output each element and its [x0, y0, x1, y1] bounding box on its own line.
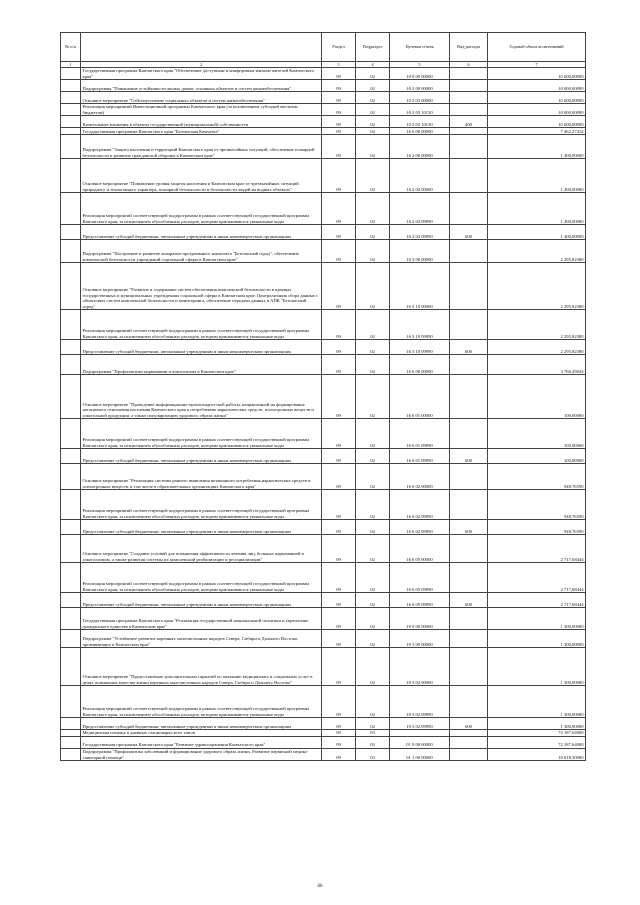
cell-num	[61, 464, 81, 490]
cell-vr	[450, 263, 488, 310]
header-razdel: Раздел	[322, 33, 356, 62]
cell-podrazdel: 02	[356, 375, 390, 419]
cell-name: Подпрограмма "Построение и развитие аппаратно-программного комплекса "Безопасный город", обеспечение комплексной безопасности учреждений социальной сферы в Камчатском крае"	[81, 240, 322, 263]
cell-podrazdel: 02	[356, 686, 390, 718]
cell-name: Подпрограмма "Устойчивое развитие коренных малочисленных народов Севера, Сибири и Дальнего Востока, проживающих в Камчатском крае"	[81, 630, 322, 648]
cell-podrazdel: 02	[356, 340, 390, 355]
cell-razdel: 09	[322, 310, 356, 340]
table-row	[61, 263, 586, 310]
cell-name: Основное мероприятие "Предоставление дополнительных гарантий по оказанию медицинских и социальных услуг в целях повышения качества жизни коренных малочисленных народов Севера, Сибири и Дальнего Востока"	[81, 648, 322, 686]
cell-num	[61, 80, 81, 92]
cell-razdel: 09	[322, 608, 356, 630]
cell-name: Подпрограмма "Защита населения и территорий Камчатского края от чрезвычайных ситуаций, обеспечение пожарной безопасности и развитие гражданской обороны в Камчатском крае"	[81, 135, 322, 159]
cell-amount: 10 000,00000	[488, 68, 586, 80]
cell-podrazdel: 02	[356, 520, 390, 535]
cell-amount: 10 000,00000	[488, 80, 586, 92]
cell-num	[61, 490, 81, 520]
cell-vr	[450, 193, 488, 225]
cell-name: Реализация мероприятий Инвестиционной программы Камчатского края (за исключением субсидий местным бюджетам)	[81, 104, 322, 116]
table-row	[61, 225, 586, 240]
cell-razdel: 09	[322, 748, 356, 760]
cell-name: Подпрограмма "Профилактика заболеваний и формирование здорового образа жизни. Развитие первичной медико-санитарной помощи"	[81, 748, 322, 760]
cell-csr: 19 0 00 00000	[390, 608, 450, 630]
cell-amount: 2 295,82380	[488, 310, 586, 340]
cell-podrazdel: 02	[356, 563, 390, 593]
cell-razdel: 09	[322, 225, 356, 240]
cell-csr: 10 2 03 10130	[390, 116, 450, 128]
cell-name: Основное мероприятие "Сейсмоусиление социальных объектов и систем жизнеобеспечения"	[81, 92, 322, 104]
cell-razdel: 09	[322, 563, 356, 593]
cell-podrazdel: 02	[356, 80, 390, 92]
cell-name: Предоставление субсидий бюджетным, автономным учреждениям и иным некоммерческим организациям	[81, 520, 322, 535]
cell-razdel: 09	[322, 449, 356, 464]
table-row	[61, 310, 586, 340]
cell-podrazdel: 02	[356, 159, 390, 193]
cell-podrazdel: 02	[356, 593, 390, 608]
cell-razdel: 09	[322, 736, 356, 748]
cell-amount: 1 300,00000	[488, 608, 586, 630]
cell-name: Реализация мероприятий соответствующей подпрограммы в рамках соответствующей государственной программы Камчатского края, за исключением обособленных расходов, которым присваиваются уникальные коды	[81, 310, 322, 340]
cell-razdel: 09	[322, 80, 356, 92]
cell-name: Реализация мероприятий соответствующей подпрограммы в рамках соответствующей государственной программы Камчатского края, за исключением обособленных расходов, которым присваиваются уникальные коды	[81, 193, 322, 225]
cell-podrazdel: 02	[356, 630, 390, 648]
cell-razdel: 09	[322, 104, 356, 116]
table-row	[61, 748, 586, 760]
cell-name: Предоставление субсидий бюджетным, автономным учреждениям и иным некоммерческим организациям	[81, 225, 322, 240]
cell-vr	[450, 748, 488, 760]
cell-amount: 2 295,82380	[488, 340, 586, 355]
cell-num	[61, 340, 81, 355]
cell-num	[61, 748, 81, 760]
cell-vr	[450, 608, 488, 630]
cell-csr: 16 3 10 09990	[390, 310, 450, 340]
cell-vr	[450, 464, 488, 490]
cell-name: Основное мероприятие "Проведение информационно-пропагандистской работы, направленной на формирование негативного отношения населения Камчатского края к потреблению наркотических средств, психотропных веществ и алкогольной продукции, а также популяризацию здорового образа жизни"	[81, 375, 322, 419]
cell-razdel: 09	[322, 730, 356, 737]
cell-num	[61, 375, 81, 419]
cell-csr: 16 6 01 09990	[390, 419, 450, 449]
cell-razdel: 09	[322, 490, 356, 520]
cell-vr: 600	[450, 593, 488, 608]
cell-csr: 19 3 02 00000	[390, 648, 450, 686]
table-row	[61, 648, 586, 686]
cell-num	[61, 520, 81, 535]
table-body	[61, 68, 586, 761]
cell-csr: 16 6 05 09990	[390, 593, 450, 608]
cell-name: Государственная программа Камчатского края "Обеспечение доступным и комфортным жильем жителей Камчатского края"	[81, 68, 322, 80]
cell-csr	[390, 730, 450, 737]
table-row	[61, 80, 586, 92]
cell-vr: 600	[450, 449, 488, 464]
cell-csr: 10 2 03 00000	[390, 92, 450, 104]
cell-csr: 16 2 00 00000	[390, 135, 450, 159]
cell-num	[61, 608, 81, 630]
table-row	[61, 490, 586, 520]
table-row	[61, 718, 586, 730]
cell-csr: 16 2 04 09990	[390, 193, 450, 225]
cell-razdel: 09	[322, 193, 356, 225]
cell-vr	[450, 730, 488, 737]
cell-podrazdel: 03	[356, 730, 390, 737]
cell-name: Капитальные вложения в объекты государственной (муниципальной) собственности	[81, 116, 322, 128]
cell-razdel: 09	[322, 686, 356, 718]
cell-csr: 16 6 05 00000	[390, 535, 450, 563]
cell-razdel: 09	[322, 593, 356, 608]
cell-amount: 2 717,68444	[488, 535, 586, 563]
cell-amount: 72 187,64000	[488, 736, 586, 748]
cell-vr	[450, 135, 488, 159]
cell-amount: 10 000,00000	[488, 104, 586, 116]
colnum: 4	[356, 62, 390, 68]
cell-num	[61, 263, 81, 310]
cell-name: Основное мероприятие "Создание условий для повышения эффективности лечения лиц, больных наркоманией и алкоголизмом, а также развития системы их комплексной реабилитации и ресоциализации"	[81, 535, 322, 563]
cell-razdel: 09	[322, 128, 356, 135]
cell-amount: 1 300,00000	[488, 648, 586, 686]
cell-csr: 19 3 02 09990	[390, 686, 450, 718]
table-row	[61, 630, 586, 648]
table-row	[61, 340, 586, 355]
table-row	[61, 449, 586, 464]
cell-num	[61, 92, 81, 104]
cell-csr: 10 0 00 00000	[390, 68, 450, 80]
table-row	[61, 193, 586, 225]
header-amount: Годовой объем ассигнований	[488, 33, 586, 62]
cell-podrazdel: 02	[356, 263, 390, 310]
cell-vr	[450, 104, 488, 116]
cell-csr: 19 3 02 09990	[390, 718, 450, 730]
cell-podrazdel: 02	[356, 490, 390, 520]
cell-name: Государственная программа Камчатского края "Реализация государственной национальной политики и укрепление гражданского единства в Камчатском крае"	[81, 608, 322, 630]
cell-amount: 1 400,00000	[488, 159, 586, 193]
cell-csr: 01 1 00 00000	[390, 748, 450, 760]
cell-amount: 100,00000	[488, 375, 586, 419]
cell-num	[61, 535, 81, 563]
colnum: 5	[390, 62, 450, 68]
table-row	[61, 520, 586, 535]
cell-podrazdel: 02	[356, 718, 390, 730]
cell-num	[61, 128, 81, 135]
cell-name: Предоставление субсидий бюджетным, автономным учреждениям и иным некоммерческим организациям	[81, 718, 322, 730]
cell-csr: 16 3 10 09990	[390, 340, 450, 355]
cell-csr: 10 2 00 00000	[390, 80, 450, 92]
cell-podrazdel: 02	[356, 355, 390, 375]
cell-razdel: 09	[322, 520, 356, 535]
cell-csr: 16 6 01 09990	[390, 449, 450, 464]
cell-podrazdel: 02	[356, 608, 390, 630]
table-row	[61, 104, 586, 116]
cell-name: Медицинская помощь в дневных стационарах всех типов	[81, 730, 322, 737]
table-row	[61, 116, 586, 128]
cell-csr: 16 2 04 09990	[390, 225, 450, 240]
table-row	[61, 240, 586, 263]
cell-razdel: 09	[322, 263, 356, 310]
header-vr: Вид расхода	[450, 33, 488, 62]
cell-razdel: 09	[322, 464, 356, 490]
cell-name: Реализация мероприятий соответствующей подпрограммы в рамках соответствующей государственной программы Камчатского края, за исключением обособленных расходов, которым присваиваются уникальные коды	[81, 419, 322, 449]
table-row	[61, 375, 586, 419]
cell-razdel: 09	[322, 419, 356, 449]
cell-razdel: 09	[322, 340, 356, 355]
cell-num	[61, 449, 81, 464]
cell-amount: 10 000,00000	[488, 92, 586, 104]
cell-vr	[450, 68, 488, 80]
cell-name: Реализация мероприятий соответствующей подпрограммы в рамках соответствующей государственной программы Камчатского края, за исключением обособленных расходов, которым присваиваются уникальные коды	[81, 490, 322, 520]
table-row	[61, 92, 586, 104]
cell-name: Реализация мероприятий соответствующей подпрограммы в рамках соответствующей государственной программы Камчатского края, за исключением обособленных расходов, которым присваиваются уникальные коды	[81, 563, 322, 593]
cell-num	[61, 159, 81, 193]
table-row	[61, 535, 586, 563]
colnum: 7	[488, 62, 586, 68]
cell-amount: 1 400,00000	[488, 193, 586, 225]
cell-name: Предоставление субсидий бюджетным, автономным учреждениям и иным некоммерческим организациям	[81, 449, 322, 464]
cell-name: Государственная программа Камчатского края "Развитие здравоохранения Камчатского края"	[81, 736, 322, 748]
cell-amount: 1 400,00000	[488, 135, 586, 159]
cell-podrazdel: 02	[356, 92, 390, 104]
cell-razdel: 09	[322, 375, 356, 419]
table-row	[61, 736, 586, 748]
cell-razdel: 09	[322, 630, 356, 648]
cell-podrazdel: 02	[356, 449, 390, 464]
cell-amount: 2 295,82380	[488, 240, 586, 263]
cell-name: Реализация мероприятий соответствующей подпрограммы в рамках соответствующей государственной программы Камчатского края, за исключением обособленных расходов, которым присваиваются уникальные коды	[81, 686, 322, 718]
table-row	[61, 730, 586, 737]
cell-podrazdel: 02	[356, 225, 390, 240]
budget-table-sheet	[60, 32, 585, 761]
cell-podrazdel: 03	[356, 748, 390, 760]
cell-razdel: 09	[322, 718, 356, 730]
table-row	[61, 68, 586, 80]
header-name	[81, 33, 322, 62]
cell-num	[61, 68, 81, 80]
cell-num	[61, 310, 81, 340]
cell-num	[61, 730, 81, 737]
cell-csr: 10 2 03 10130	[390, 104, 450, 116]
cell-amount: 2 295,82380	[488, 263, 586, 310]
cell-vr: 600	[450, 520, 488, 535]
cell-razdel: 09	[322, 240, 356, 263]
table-row	[61, 608, 586, 630]
cell-podrazdel: 02	[356, 419, 390, 449]
cell-csr: 16 3 00 00000	[390, 240, 450, 263]
table-row	[61, 135, 586, 159]
cell-razdel: 09	[322, 648, 356, 686]
table-row	[61, 128, 586, 135]
cell-amount: 100,00000	[488, 449, 586, 464]
cell-vr	[450, 240, 488, 263]
cell-num	[61, 593, 81, 608]
cell-podrazdel: 02	[356, 135, 390, 159]
cell-vr	[450, 159, 488, 193]
cell-name: Государственная программа Камчатского края "Безопасная Камчатка"	[81, 128, 322, 135]
cell-amount: 10 018,30000	[488, 748, 586, 760]
cell-vr	[450, 92, 488, 104]
cell-name: Подпрограмма "Повышение устойчивости жилых домов, основных объектов и систем жизнеобеспечения"	[81, 80, 322, 92]
cell-vr	[450, 419, 488, 449]
cell-vr	[450, 736, 488, 748]
cell-num	[61, 736, 81, 748]
table-row	[61, 593, 586, 608]
cell-num	[61, 240, 81, 263]
cell-name: Предоставление субсидий бюджетным, автономным учреждениям и иным некоммерческим организациям	[81, 593, 322, 608]
table-row	[61, 686, 586, 718]
cell-podrazdel: 02	[356, 193, 390, 225]
cell-csr: 16 6 00 00000	[390, 355, 450, 375]
cell-podrazdel: 03	[356, 736, 390, 748]
cell-podrazdel: 02	[356, 68, 390, 80]
cell-amount: 7 462,27414	[488, 128, 586, 135]
cell-podrazdel: 02	[356, 535, 390, 563]
cell-vr: 400	[450, 116, 488, 128]
cell-vr	[450, 535, 488, 563]
cell-vr	[450, 490, 488, 520]
cell-num	[61, 355, 81, 375]
cell-num	[61, 648, 81, 686]
cell-razdel: 09	[322, 135, 356, 159]
cell-name: Подпрограмма "Профилактика наркомании и алкоголизма в Камчатском крае"	[81, 355, 322, 375]
cell-amount: 1 300,00000	[488, 630, 586, 648]
cell-amount: 948,76590	[488, 520, 586, 535]
cell-podrazdel: 02	[356, 648, 390, 686]
cell-vr	[450, 630, 488, 648]
cell-csr: 16 6 05 09990	[390, 563, 450, 593]
cell-vr	[450, 375, 488, 419]
cell-name: Предоставление субсидий бюджетным, автономным учреждениям и иным некоммерческим организациям	[81, 340, 322, 355]
cell-num	[61, 563, 81, 593]
header-podrazdel: Подраздел	[356, 33, 390, 62]
cell-csr: 16 6 02 09990	[390, 520, 450, 535]
cell-vr: 600	[450, 340, 488, 355]
cell-razdel: 09	[322, 535, 356, 563]
cell-amount: 1 300,00000	[488, 718, 586, 730]
cell-num	[61, 104, 81, 116]
cell-podrazdel: 02	[356, 128, 390, 135]
cell-amount: 100,00000	[488, 419, 586, 449]
cell-podrazdel: 02	[356, 310, 390, 340]
colnum: 6	[450, 62, 488, 68]
cell-razdel: 09	[322, 116, 356, 128]
cell-num	[61, 193, 81, 225]
cell-num	[61, 718, 81, 730]
cell-num	[61, 630, 81, 648]
cell-amount: 948,76590	[488, 490, 586, 520]
cell-num	[61, 225, 81, 240]
cell-amount: 72 187,64000	[488, 730, 586, 737]
cell-num	[61, 419, 81, 449]
colnum: 3	[322, 62, 356, 68]
cell-amount: 2 717,68444	[488, 563, 586, 593]
cell-vr: 600	[450, 718, 488, 730]
cell-csr: 16 2 04 00000	[390, 159, 450, 193]
cell-csr: 19 3 00 00000	[390, 630, 450, 648]
cell-vr	[450, 648, 488, 686]
cell-name: Основное мероприятие "Реализация системы раннего выявления незаконного потребления наркотических средств и психотропных веществ, в том числе в образовательных организациях Камчатского края"	[81, 464, 322, 490]
cell-vr: 600	[450, 225, 488, 240]
cell-amount: 10 000,00000	[488, 116, 586, 128]
cell-razdel: 09	[322, 92, 356, 104]
cell-amount: 2 717,68444	[488, 593, 586, 608]
cell-csr: 16 6 01 00000	[390, 375, 450, 419]
cell-razdel: 09	[322, 68, 356, 80]
cell-podrazdel: 02	[356, 116, 390, 128]
cell-csr: 16 6 02 09990	[390, 490, 450, 520]
cell-amount: 1 300,00000	[488, 686, 586, 718]
cell-name: Основное мероприятие "Развитие и содержание систем обеспечения комплексной безопасности в краевых государственных и муниципальных учреждениях социальной сферы в Камчатском крае. Централизация сбора данных с объектовых систем комплексной безопасности и мониторинга, обеспечение передачи данных в АПК "Безопасный город"	[81, 263, 322, 310]
cell-amount: 1 400,00000	[488, 225, 586, 240]
cell-amount: 948,76590	[488, 464, 586, 490]
header-num: № п/п	[61, 33, 81, 62]
cell-csr: 01 0 00 00000	[390, 736, 450, 748]
table-row	[61, 159, 586, 193]
table-row	[61, 563, 586, 593]
cell-vr	[450, 686, 488, 718]
table-header-row	[61, 33, 586, 62]
colnum: 1	[61, 62, 81, 68]
page-number: 66	[317, 884, 323, 889]
colnum: 2	[81, 62, 322, 68]
table-row	[61, 419, 586, 449]
cell-csr: 16 0 00 00000	[390, 128, 450, 135]
table-row	[61, 355, 586, 375]
table-row	[61, 464, 586, 490]
cell-razdel: 09	[322, 355, 356, 375]
cell-name: Основное мероприятие "Повышение уровня защиты населения и Камчатском крае от чрезвычайных ситуаций природного и техногенного характера, пожарной безопасности и безопасности людей на водных объектах"	[81, 159, 322, 193]
cell-csr: 16 3 10 00000	[390, 263, 450, 310]
cell-vr	[450, 128, 488, 135]
cell-num	[61, 135, 81, 159]
cell-vr	[450, 310, 488, 340]
cell-podrazdel: 02	[356, 464, 390, 490]
cell-num	[61, 686, 81, 718]
header-csr: Целевая статья	[390, 33, 450, 62]
cell-podrazdel: 02	[356, 240, 390, 263]
cell-num	[61, 116, 81, 128]
cell-amount: 3 766,45034	[488, 355, 586, 375]
cell-vr	[450, 355, 488, 375]
cell-csr: 16 6 02 00000	[390, 464, 450, 490]
cell-podrazdel: 02	[356, 104, 390, 116]
cell-vr	[450, 80, 488, 92]
cell-vr	[450, 563, 488, 593]
budget-table	[60, 32, 586, 761]
cell-razdel: 09	[322, 159, 356, 193]
